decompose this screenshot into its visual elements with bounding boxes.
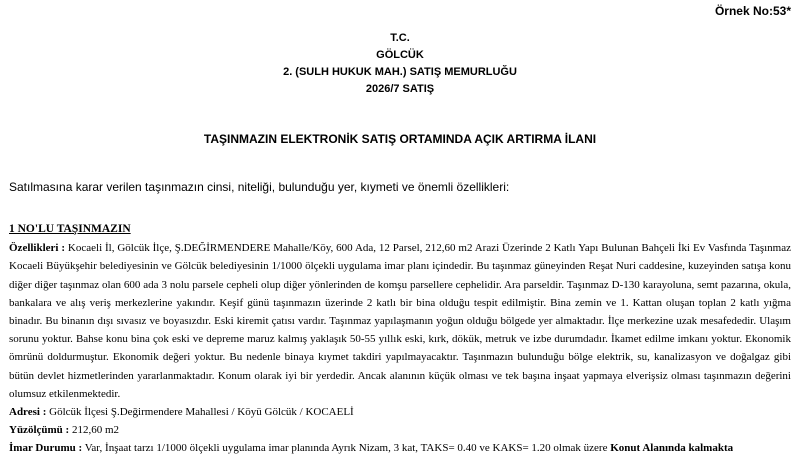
area-value: 212,60 m2: [71, 424, 120, 437]
zoning-value: Var, İnşaat tarzı 1/1000 ölçekli uygulama imar planında Ayrık Nizam, 3 kat, TAKS= 0.40 ve KAKS= 1.20 olmak üzere: [84, 442, 608, 455]
features-label: Özellikleri :: [9, 242, 66, 255]
announcement-title: TAŞINMAZIN ELEKTRONİK SATIŞ ORTAMINDA AÇIK ARTIRMA İLANI: [203, 132, 597, 146]
address-label: Adresi :: [9, 406, 47, 419]
intro-text: Satılmasına karar verilen taşınmazın cinsi, niteliği, bulunduğu yer, kıymeti ve önemli özellikleri:: [9, 180, 510, 194]
area-row: [9, 421, 791, 439]
header-line-tc: T.C.: [390, 32, 410, 44]
address-value: Gölcük İlçesi Ş.Değirmendere Mahallesi / Köyü Gölcük / KOCAELİ: [49, 406, 354, 419]
area-label: Yüzölçümü :: [9, 424, 70, 437]
zoning-value-emphasis: Konut Alanında kalmakta: [610, 442, 734, 455]
header-line-file-number: 2026/7 SATIŞ: [365, 83, 435, 95]
features-text: Kocaeli İl, Gölcük İlçe, Ş.DEĞİRMENDERE Mahalle/Köy, 600 Ada, 12 Parsel, 212,60 m2 Arazi Üzerinde 2 Katlı Yapı Bulunan Bahçeli İki Ev Vasfında Taşınmaz Kocaeli Büyükşehir belediyesinin ve Gölcük belediyesinin 1/1000 ölçekli uygulama imar planı içindedir. Bu taşınmaz güneyinden Reşat Nuri caddesine, kuzeyinden satışa konu diğer diğer taşınmaz olan 600 ada 3 nolu parsele cepheli olup diğer yönlerinden de komşu parsellere cephelidir. Ara parseldir. Taşınmaz D-130 karayoluna, semt pazarına, okula, bankalara ve alış veriş merkezlerine yakındır. Keşif günü taşınmazın üzerinde 2 katlı bir bina olduğu tespit edilmiştir. Bina zemin ve 1. Kattan oluşan toplan 2 katlı yığma binadır. Bu binanın dışı sıvasız ve boyasızdır. Eski kiremit çatısı vardır. Taşınmaz yapılaşmanın yoğun olduğu bölgede yer almaktadır. İlçe merkezine uzak mesafededir. Ulaşım sorunu yoktur. Bahse konu bina çok eski ve depreme maruz kalmış yaklaşık 50-55 yıllık eski, kırk, dökük, metruk ve izbe durumdadır. İkamet edilme imkanı yoktur. Ekonomik ömrünü doldurmuştur. Ekonomik değeri yoktur. Bu nedenle binaya kıymet takdiri yapılmayacaktır. Taşınmazın bulunduğu bölge elektrik, su, kanalizasyon ve doğalgaz gibi bütün devlet hizmetlerinden yararlanmaktadır. Konum olarak iyi bir yerdedir. Ancak alanının küçük olması ve tek başına inşaat yapmaya elverişsiz olması taşınmazın değerini olumsuz etkilenmektedir.: [9, 242, 792, 400]
sample-number: Örnek No:53*: [714, 4, 791, 18]
header-line-office: 2. (SULH HUKUK MAH.) SATIŞ MEMURLUĞU: [283, 66, 517, 78]
address-row: [9, 403, 791, 421]
property-section: [9, 220, 791, 458]
header-line-city: GÖLCÜK: [376, 49, 424, 61]
zoning-label: İmar Durumu :: [9, 442, 83, 455]
document-header: [0, 30, 800, 98]
section-title: 1 NO'LU TAŞINMAZIN: [9, 223, 131, 235]
features-paragraph: [9, 239, 791, 403]
zoning-row: [9, 439, 791, 457]
